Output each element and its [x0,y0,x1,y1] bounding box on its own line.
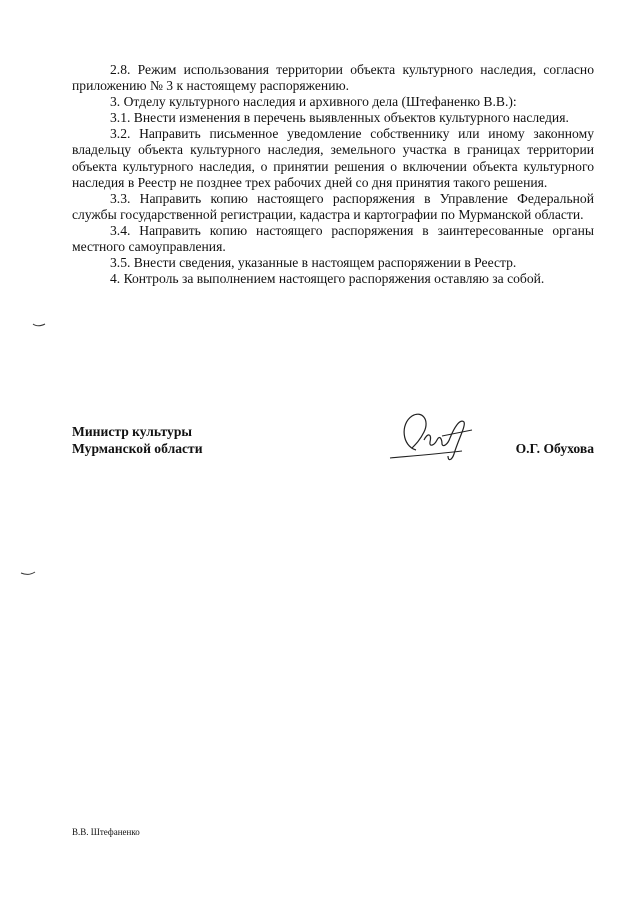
signatory-name: О.Г. Обухова [515,441,594,456]
paragraph-3: 3. Отделу культурного наследия и архивного дела (Штефаненко В.В.): [110,94,517,110]
paragraph-2-8: 2.8. Режим использования территории объекта культурного наследия, согласно приложению № 3 к настоящему распоряжению. [72,62,594,94]
signatory-title-line1: Министр культуры [72,424,193,439]
paragraph-3-5: 3.5. Внести сведения, указанные в настоящем распоряжении в Реестр. [110,255,517,271]
paragraph-3-4: 3.4. Направить копию настоящего распоряжения в заинтересованные органы местного самоуправления. [72,222,594,255]
executor-name: В.В. Штефаненко [72,827,140,837]
margin-mark [20,570,36,576]
paragraph-3-3: 3.3. Направить копию настоящего распоряжения в Управление Федеральной службы государственной регистрации, кадастра и картографии по Мурманской области. [72,190,594,222]
handwritten-signature [382,410,492,470]
signature-block [72,424,594,484]
signatory-title [72,424,203,457]
paragraph-4: 4. Контроль за выполнением настоящего распоряжения оставляю за собой. [110,271,545,287]
document-body [72,62,594,287]
paragraph-3-1: 3.1. Внести изменения в перечень выявленных объектов культурного наследия. [110,110,569,126]
signatory-title-line2: Мурманской области [72,440,203,456]
margin-mark [32,322,46,328]
paragraph-3-2: 3.2. Направить письменное уведомление собственнику или иному законному владельцу объекта культурного наследия, земельного участка в границах территории объекта культурного наследия, о принятии решения о включении объекта культурного наследия в Реестр не позднее трех рабочих дней со дня принятия такого решения. [72,126,594,190]
